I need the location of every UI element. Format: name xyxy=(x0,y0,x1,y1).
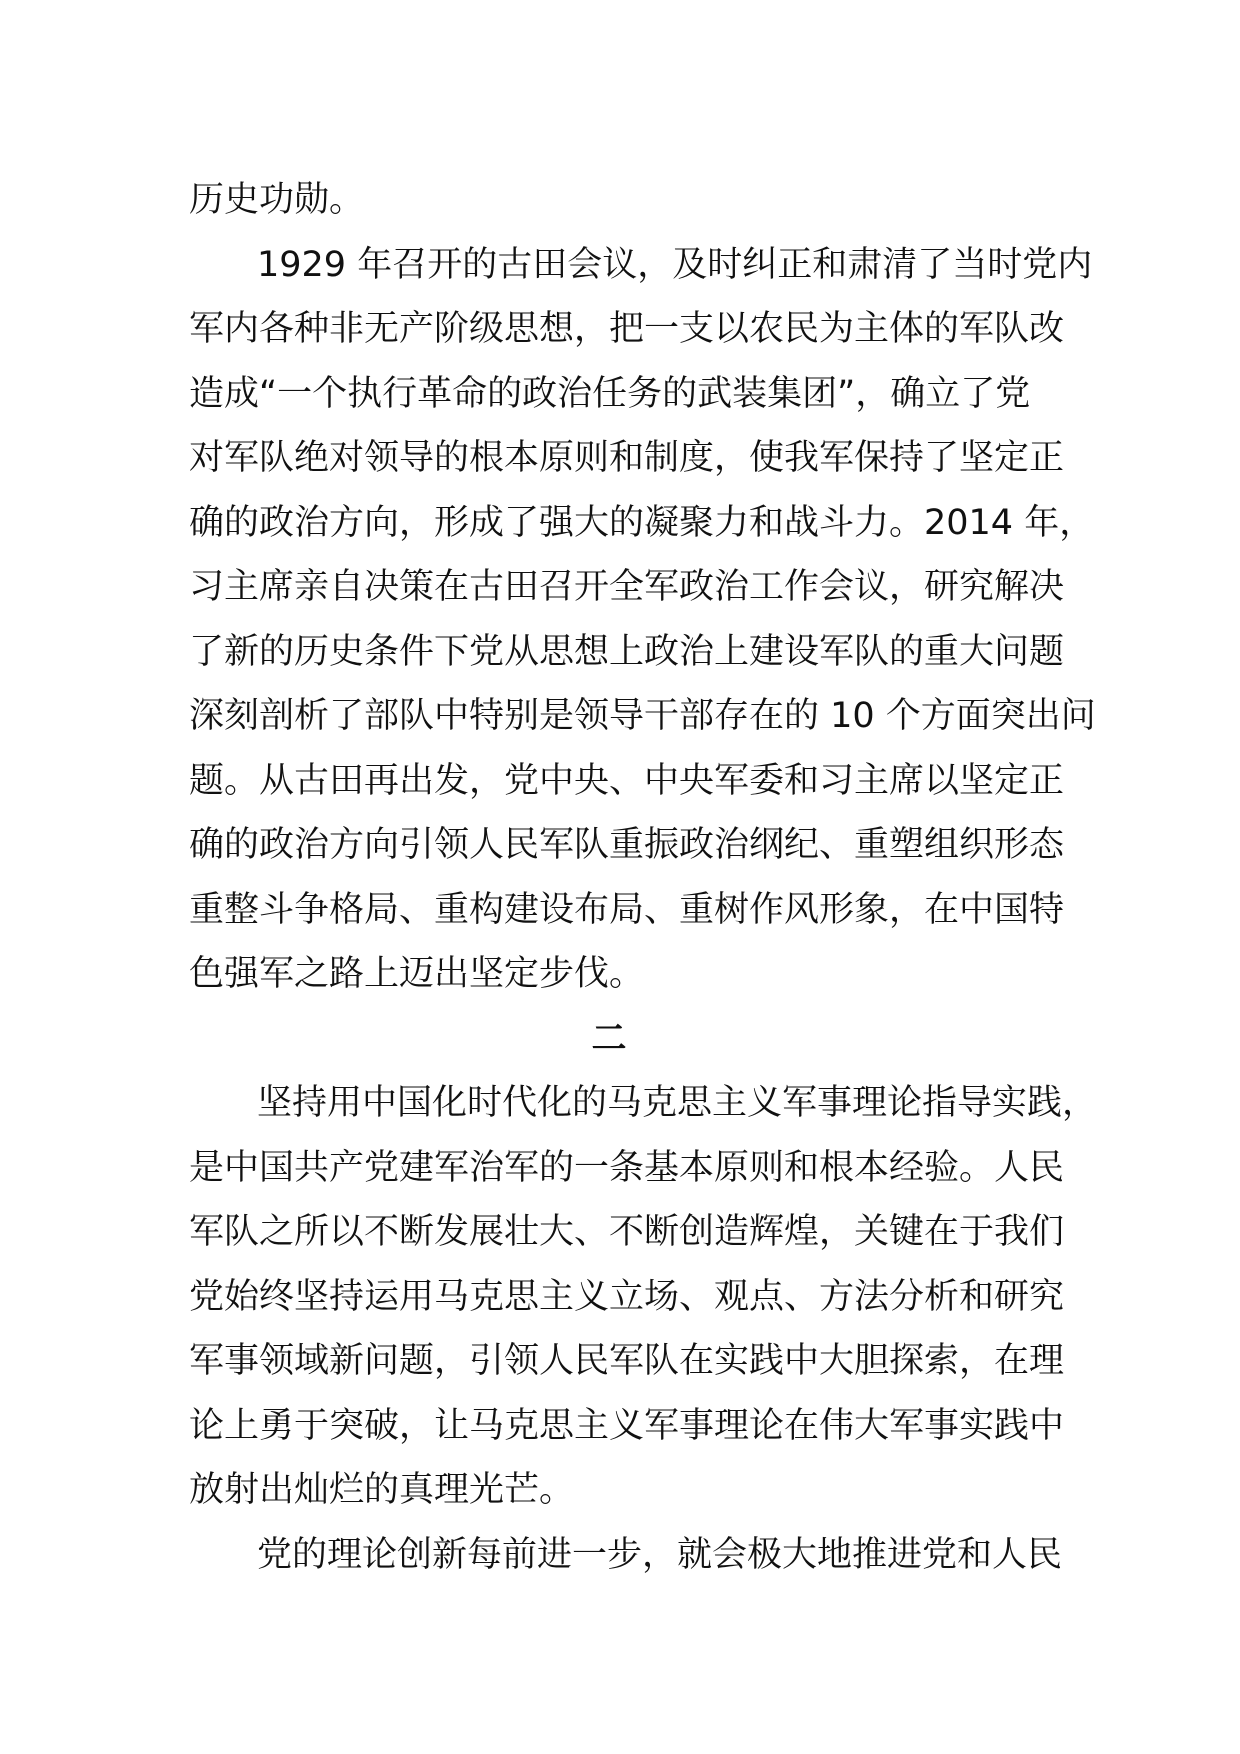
text-line: 党的理论创新每前进一步，就会极大地推进党和人民 xyxy=(257,1534,1063,1575)
text-line: 论上勇于突破，让马克思主义军事理论在伟大军事实践中 xyxy=(189,1405,1065,1446)
body-text xyxy=(189,168,1098,1587)
text-line: 军内各种非无产阶级思想，把一支以农民为主体的军队改 xyxy=(189,309,1065,349)
text-line: 重整斗争格局、重构建设布局、重树作风形象，在中国特 xyxy=(189,889,1065,930)
text-line: 1929 年召开的古田会议，及时纠正和肃清了当时党内 xyxy=(257,244,1093,285)
text-line: 深刻剖析了部队中特别是领导干部存在的 10 个方面突出问 xyxy=(189,696,1096,736)
text-line: 确的政治方向，形成了强大的凝聚力和战斗力。2014 年， xyxy=(189,502,1095,543)
text-line: 色强军之路上迈出坚定步伐。 xyxy=(189,954,645,994)
text-line: 题。从古田再出发，党中央、中央军委和习主席以坚定正 xyxy=(189,760,1065,801)
text-line: 是中国共产党建军治军的一条基本原则和根本经验。人民 xyxy=(189,1147,1065,1188)
text-line: 历史功勋。 xyxy=(189,180,365,220)
text-line: 了新的历史条件下党从思想上政治上建设军队的重大问题 xyxy=(189,631,1065,672)
text-line: 造成“一个执行革命的政治任务的武装集团”，确立了党 xyxy=(189,373,1031,414)
section-heading: 二 xyxy=(591,1018,627,1059)
text-line: 坚持用中国化时代化的马克思主义军事理论指导实践， xyxy=(257,1083,1098,1123)
text-line: 军事领域新问题，引领人民军队在实践中大胆探索，在理 xyxy=(189,1341,1065,1381)
text-line: 确的政治方向引领人民军队重振政治纲纪、重塑组织形态 xyxy=(189,825,1065,865)
text-line: 习主席亲自决策在古田召开全军政治工作会议，研究解决 xyxy=(189,567,1065,607)
text-line: 军队之所以不断发展壮大、不断创造辉煌，关键在于我们 xyxy=(189,1212,1065,1252)
text-line: 党始终坚持运用马克思主义立场、观点、方法分析和研究 xyxy=(189,1276,1065,1317)
text-line: 对军队绝对领导的根本原则和制度，使我军保持了坚定正 xyxy=(189,438,1065,478)
text-line: 放射出灿烂的真理光芒。 xyxy=(189,1470,575,1510)
